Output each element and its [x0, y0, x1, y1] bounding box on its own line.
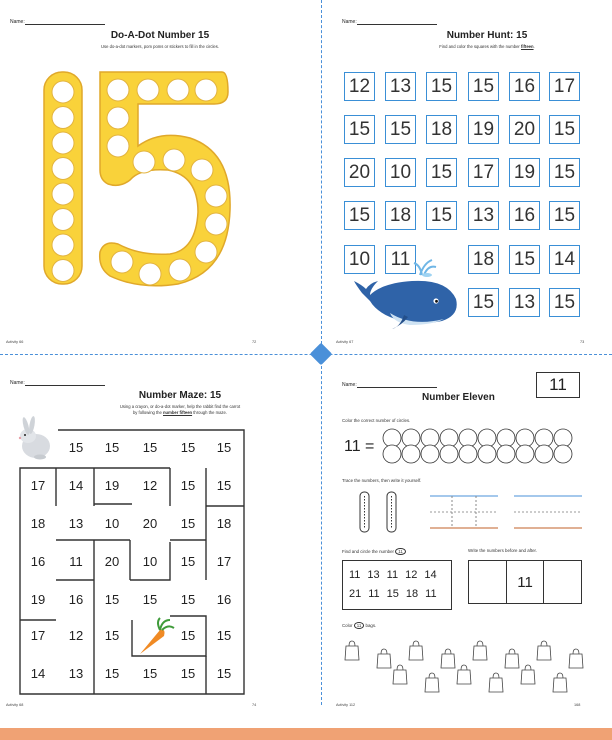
hunt-cell[interactable]: 15 — [549, 201, 580, 230]
maze-cell[interactable]: 15 — [142, 666, 158, 681]
dot-circle[interactable] — [107, 79, 129, 101]
shopping-bag-icon[interactable] — [425, 673, 439, 692]
color-circles-label: Color the correct number of circles. — [342, 418, 411, 423]
maze-cell[interactable]: 20 — [142, 516, 158, 531]
hunt-cell[interactable]: 15 — [344, 201, 375, 230]
color-circle[interactable] — [478, 429, 496, 447]
maze-cell[interactable]: 13 — [68, 666, 84, 681]
hunt-cell[interactable]: 20 — [509, 115, 540, 144]
color-circle[interactable] — [535, 445, 553, 463]
color-circle[interactable] — [402, 429, 420, 447]
instructions: Using a crayon, or do-a-dot marker, help the rabbit find the carrot by following the number fifteen through the maze. — [119, 404, 241, 415]
color-circle[interactable] — [535, 429, 553, 447]
name-field: Name: — [342, 19, 437, 25]
find-number[interactable]: 15 — [386, 588, 399, 600]
maze-cell[interactable]: 15 — [142, 592, 158, 607]
maze-cell[interactable]: 12 — [68, 628, 84, 643]
dot-circle[interactable] — [52, 234, 74, 256]
dot-circle[interactable] — [52, 260, 74, 282]
footer-left: Activity 67 — [336, 340, 354, 344]
shopping-bag-icon[interactable] — [537, 641, 551, 660]
color-circle[interactable] — [421, 445, 439, 463]
bags-group — [340, 634, 590, 694]
page-title: Number Maze: 15 — [138, 390, 222, 401]
dot-circle[interactable] — [169, 259, 191, 281]
dot-circle[interactable] — [52, 158, 74, 180]
maze-cell[interactable]: 10 — [104, 516, 120, 531]
maze-cell[interactable]: 15 — [180, 666, 196, 681]
shopping-bag-icon[interactable] — [569, 649, 583, 668]
hunt-cell[interactable]: 15 — [549, 288, 580, 317]
color-circle[interactable] — [497, 445, 515, 463]
shopping-bag-icon[interactable] — [409, 641, 423, 660]
dot-circle[interactable] — [133, 151, 155, 173]
maze-cell[interactable]: 15 — [216, 478, 232, 493]
dot-circle[interactable] — [191, 159, 213, 181]
dot-circle[interactable] — [52, 132, 74, 154]
maze-cell[interactable]: 15 — [104, 666, 120, 681]
maze-cell[interactable]: 15 — [180, 592, 196, 607]
maze-cell[interactable]: 14 — [30, 666, 46, 681]
hunt-cell[interactable]: 15 — [344, 115, 375, 144]
maze-cell[interactable]: 15 — [104, 440, 120, 455]
footer-right: 74 — [252, 703, 257, 707]
footer-right: 168 — [574, 703, 581, 707]
page-title: Number Hunt: 15 — [446, 30, 528, 41]
dot-circle[interactable] — [111, 251, 133, 273]
hunt-cell[interactable]: 11 — [385, 245, 416, 274]
maze-cell[interactable]: 15 — [180, 440, 196, 455]
shopping-bag-icon[interactable] — [377, 649, 391, 668]
hunt-cell[interactable]: 18 — [385, 201, 416, 230]
find-number[interactable]: 18 — [405, 588, 419, 600]
equation: 11 = — [344, 438, 375, 455]
hunt-cell[interactable]: 13 — [468, 201, 499, 230]
find-box — [342, 560, 452, 610]
maze-cell[interactable]: 19 — [104, 478, 120, 493]
hunt-cell[interactable]: 17 — [549, 72, 580, 101]
hunt-cell[interactable]: 15 — [509, 245, 540, 274]
carrot-illustration — [140, 618, 174, 654]
whale-illustration — [352, 255, 464, 330]
dot-circle[interactable] — [167, 79, 189, 101]
hunt-cell[interactable]: 15 — [549, 115, 580, 144]
hunt-cell[interactable]: 15 — [468, 72, 499, 101]
color-circle[interactable] — [516, 445, 534, 463]
before-box[interactable] — [469, 561, 507, 603]
page-title: Number Eleven — [422, 392, 495, 403]
maze-cell[interactable]: 15 — [180, 478, 196, 493]
maze-cell[interactable]: 15 — [216, 666, 232, 681]
hunt-cell[interactable]: 15 — [549, 158, 580, 187]
maze-cell[interactable]: 15 — [180, 628, 196, 643]
after-box[interactable] — [544, 561, 581, 603]
find-number[interactable]: 11 — [425, 588, 437, 600]
maze-cell[interactable]: 15 — [216, 440, 232, 455]
maze-cell[interactable]: 15 — [104, 628, 120, 643]
dot-circle[interactable] — [205, 185, 227, 207]
hunt-cell[interactable]: 16 — [509, 201, 540, 230]
color-circle[interactable] — [478, 445, 496, 463]
dot-circle[interactable] — [137, 79, 159, 101]
hunt-cell[interactable]: 13 — [509, 288, 540, 317]
trace-section — [342, 488, 602, 536]
footer-left: Activity 68 — [6, 703, 24, 707]
color-circle[interactable] — [383, 429, 401, 447]
shopping-bag-icon[interactable] — [521, 665, 535, 684]
find-number[interactable]: 12 — [405, 569, 418, 581]
instructions: Use do-a-dot markers, pom poms or stickers to fill in the circles. — [101, 44, 219, 49]
color-circle[interactable] — [497, 429, 515, 447]
maze-cell[interactable]: 12 — [142, 478, 158, 493]
dot-circle[interactable] — [107, 135, 129, 157]
dot-circle[interactable] — [139, 263, 161, 285]
color-circle[interactable] — [554, 429, 572, 447]
dot-circle[interactable] — [52, 209, 74, 231]
circles-group — [382, 428, 582, 464]
hunt-cell[interactable]: 18 — [468, 245, 499, 274]
dot-number-15 — [0, 0, 320, 352]
maze-cell[interactable]: 15 — [68, 440, 84, 455]
maze-cell[interactable]: 20 — [104, 554, 120, 569]
color-circle[interactable] — [421, 429, 439, 447]
find-number[interactable]: 21 — [349, 588, 362, 600]
maze-cell[interactable]: 17 — [216, 554, 232, 569]
color-circle[interactable] — [459, 445, 477, 463]
shopping-bag-icon[interactable] — [489, 673, 503, 692]
hunt-cell[interactable]: 20 — [344, 158, 375, 187]
before-after-label: Write the numbers before and after. — [468, 548, 537, 553]
maze-cell[interactable]: 15 — [216, 628, 232, 643]
color-circle[interactable] — [554, 445, 572, 463]
name-line[interactable] — [357, 387, 437, 388]
maze-cell[interactable]: 16 — [30, 554, 46, 569]
hunt-cell[interactable]: 15 — [385, 115, 416, 144]
find-number[interactable]: 11 — [349, 569, 361, 581]
color-circle[interactable] — [440, 445, 458, 463]
find-number[interactable]: 11 — [368, 588, 380, 600]
hunt-cell[interactable]: 10 — [385, 158, 416, 187]
maze-cell[interactable]: 17 — [30, 478, 46, 493]
maze-cell[interactable]: 15 — [104, 592, 120, 607]
q2-worksheet — [322, 0, 612, 352]
q3-worksheet — [0, 358, 320, 726]
find-number[interactable]: 13 — [367, 569, 380, 581]
dot-circle[interactable] — [205, 213, 227, 235]
maze-cell[interactable]: 15 — [180, 554, 196, 569]
hunt-cell[interactable]: 15 — [468, 288, 499, 317]
shopping-bag-icon[interactable] — [553, 673, 567, 692]
hunt-cell[interactable]: 14 — [549, 245, 580, 274]
name-field: Name: — [342, 382, 437, 388]
find-number[interactable]: 14 — [424, 569, 437, 581]
shopping-bag-icon[interactable] — [473, 641, 487, 660]
maze-cell[interactable]: 10 — [142, 554, 158, 569]
color-circle[interactable] — [459, 429, 477, 447]
dot-circle[interactable] — [163, 149, 185, 171]
dot-circle[interactable] — [195, 241, 217, 263]
hunt-cell[interactable]: 12 — [344, 72, 375, 101]
maze-cell[interactable]: 16 — [216, 592, 232, 607]
shopping-bag-icon[interactable] — [393, 665, 407, 684]
maze-cell[interactable]: 17 — [30, 628, 46, 643]
maze-cell[interactable]: 11 — [69, 554, 83, 569]
bottom-bar — [0, 728, 612, 740]
hunt-cell[interactable]: 15 — [426, 201, 457, 230]
dot-circle[interactable] — [52, 107, 74, 129]
maze-cell[interactable]: 14 — [68, 478, 84, 493]
maze-cell[interactable]: 16 — [68, 592, 84, 607]
hunt-cell[interactable]: 18 — [426, 115, 457, 144]
shopping-bag-icon[interactable] — [457, 665, 471, 684]
name-field: Name: — [10, 380, 105, 386]
shopping-bag-icon[interactable] — [345, 641, 359, 660]
q4-worksheet — [322, 358, 612, 726]
maze-cell[interactable]: 18 — [30, 516, 46, 531]
footer-left: Activity 112 — [336, 703, 356, 707]
rabbit-illustration — [19, 416, 50, 460]
find-circle-label: Find and circle the number 11 — [342, 548, 406, 555]
dot-circle[interactable] — [107, 107, 129, 129]
q1-worksheet — [0, 0, 320, 352]
hunt-cell[interactable]: 15 — [426, 158, 457, 187]
page-title: Do-A-Dot Number 15 — [110, 30, 210, 41]
hunt-cell[interactable]: 10 — [344, 245, 375, 274]
hunt-cell[interactable]: 16 — [509, 72, 540, 101]
instructions: Find and color the squares with the number fifteen. — [439, 44, 535, 49]
color-bags-label: Color 11 bags. — [342, 623, 377, 628]
horizontal-divider — [0, 354, 612, 355]
maze-cell[interactable]: 19 — [30, 592, 46, 607]
hunt-cell[interactable]: 13 — [385, 72, 416, 101]
maze-cell[interactable]: 18 — [216, 516, 232, 531]
color-circle[interactable] — [383, 445, 401, 463]
footer-left: Activity 66 — [6, 340, 24, 344]
hunt-cell[interactable]: 15 — [426, 72, 457, 101]
maze-cell[interactable]: 15 — [180, 516, 196, 531]
hunt-cell[interactable]: 19 — [468, 115, 499, 144]
dot-circle[interactable] — [52, 183, 74, 205]
maze-cell[interactable]: 15 — [142, 440, 158, 455]
name-field: Name: — [10, 19, 105, 25]
footer-right: 73 — [580, 340, 585, 344]
middle-number: 11 — [507, 561, 545, 603]
dot-circle[interactable] — [195, 79, 217, 101]
find-number[interactable]: 11 — [386, 569, 399, 581]
trace-label: Trace the numbers, then write it yourself. — [342, 478, 422, 483]
big-number-box: 11 — [536, 372, 580, 398]
before-after-boxes — [468, 560, 582, 604]
shopping-bag-icon[interactable] — [505, 649, 519, 668]
hunt-cell[interactable]: 19 — [509, 158, 540, 187]
shopping-bag-icon[interactable] — [441, 649, 455, 668]
color-circle[interactable] — [440, 429, 458, 447]
color-circle[interactable] — [516, 429, 534, 447]
dot-circle[interactable] — [52, 81, 74, 103]
name-line[interactable] — [357, 24, 437, 25]
hunt-cell[interactable]: 17 — [468, 158, 499, 187]
color-circle[interactable] — [402, 445, 420, 463]
maze-cell[interactable]: 13 — [68, 516, 84, 531]
footer-right: 72 — [252, 340, 257, 344]
